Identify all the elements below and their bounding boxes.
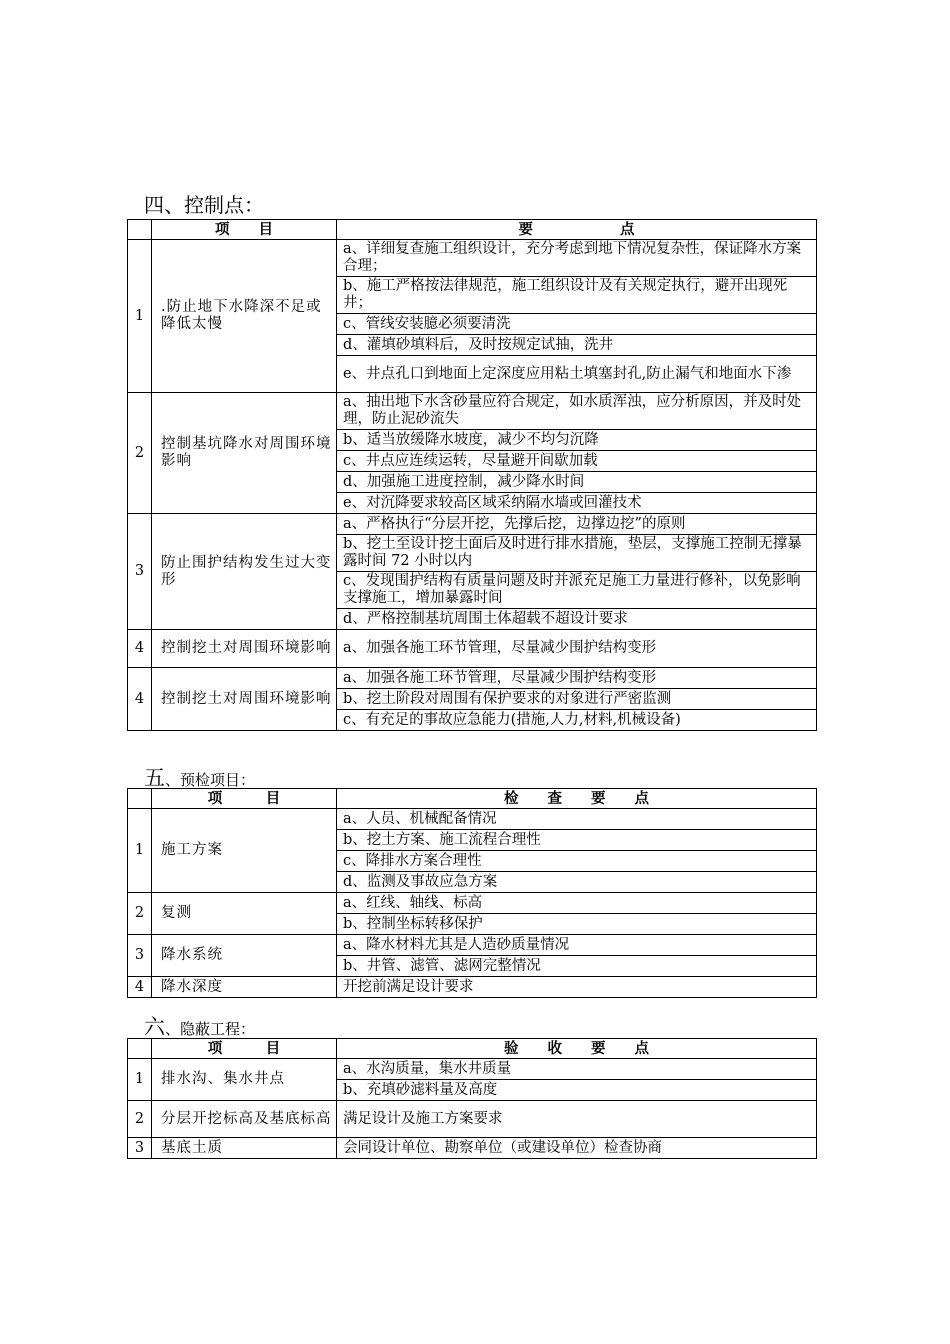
section6-title-numeral: 六 bbox=[144, 1015, 165, 1039]
row-number: 4 bbox=[128, 977, 152, 998]
header-item: 项 目 bbox=[152, 789, 337, 809]
row-point: d、加强施工进度控制，减少降水时间 bbox=[337, 472, 817, 493]
row-point: a、加强各施工环节管理，尽量减少围护结构变形 bbox=[337, 630, 817, 668]
row-number: 4 bbox=[128, 668, 152, 731]
row-item: 控制基坑降水对周围环境影响 bbox=[152, 393, 337, 514]
row-point: e、井点孔口到地面上定深度应用粘土填塞封孔,防止漏气和地面水下渗 bbox=[337, 356, 817, 393]
row-item: 防止围护结构发生过大变形 bbox=[152, 514, 337, 630]
row-point: b、适当放缓降水坡度，减少不均匀沉降 bbox=[337, 430, 817, 451]
row-item: 分层开挖标高及基底标高 bbox=[152, 1101, 337, 1138]
header-item: 项 目 bbox=[152, 1039, 337, 1059]
row-number: 2 bbox=[128, 893, 152, 935]
row-point: d、监测及事故应急方案 bbox=[337, 872, 817, 893]
row-point: b、控制坐标转移保护 bbox=[337, 914, 817, 935]
row-point: c、管线安装臆必须要清洗 bbox=[337, 314, 817, 335]
row-point: b、井管、滤管、滤网完整情况 bbox=[337, 956, 817, 977]
row-number: 1 bbox=[128, 809, 152, 893]
section6-title bbox=[127, 1014, 816, 1038]
row-point: a、水沟质量，集水井质量 bbox=[337, 1059, 817, 1080]
row-item: 施工方案 bbox=[152, 809, 337, 893]
row-number: 3 bbox=[128, 1138, 152, 1159]
header-points: 验 收 要 点 bbox=[337, 1039, 817, 1059]
row-item: 控制挖土对周围环境影响 bbox=[152, 630, 337, 668]
row-point: b、充填砂滤料量及高度 bbox=[337, 1080, 817, 1101]
row-item: 复测 bbox=[152, 893, 337, 935]
section-concealed-works bbox=[127, 1014, 816, 1159]
row-point: d、严格控制基坑周围土体超载不超设计要求 bbox=[337, 609, 817, 630]
row-point: e、对沉降要求较高区域采纳隔水墙或回灌技术 bbox=[337, 493, 817, 514]
header-points: 要 点 bbox=[337, 220, 817, 240]
section6-title-text: 、隐蔽工程： bbox=[165, 1020, 256, 1038]
row-point: c、降排水方案合理性 bbox=[337, 851, 817, 872]
row-point: 会同设计单位、勘察单位（或建设单位）检查协商 bbox=[337, 1138, 817, 1159]
row-number: 2 bbox=[128, 1101, 152, 1138]
row-number: 3 bbox=[128, 935, 152, 977]
row-point: a、人员、机械配备情况 bbox=[337, 809, 817, 830]
section-control-points bbox=[127, 195, 816, 731]
row-point: a、抽出地下水含砂量应符合规定，如水质浑浊，应分析原因，并及时处理，防止泥砂流失 bbox=[337, 393, 817, 430]
row-item: 降水深度 bbox=[152, 977, 337, 998]
row-number: 1 bbox=[128, 1059, 152, 1101]
row-point: a、详细复查施工组织设计，充分考虑到地下情况复杂性，保证降水方案合理； bbox=[337, 240, 817, 277]
row-point: c、井点应连续运转，尽量避开间歇加载 bbox=[337, 451, 817, 472]
row-point: 开挖前满足设计要求 bbox=[337, 977, 817, 998]
section5-title-numeral: 五 bbox=[144, 766, 165, 790]
row-point: c、发现围护结构有质量问题及时并派充足施工力量进行修补，以免影响支撑施工，增加暴露时间 bbox=[337, 572, 817, 609]
concealed-works-table bbox=[127, 1038, 817, 1159]
row-item: .防止地下水降深不足或降低太慢 bbox=[152, 240, 337, 393]
header-points: 检 查 要 点 bbox=[337, 789, 817, 809]
row-number: 2 bbox=[128, 393, 152, 514]
control-points-table bbox=[127, 219, 817, 731]
row-point: a、加强各施工环节管理，尽量减少围护结构变形 bbox=[337, 668, 817, 689]
row-point: a、红线、轴线、标高 bbox=[337, 893, 817, 914]
section-precheck bbox=[127, 765, 816, 998]
row-point: b、挖土至设计挖土面后及时进行排水措施，垫层，支撑施工控制无撑暴露时间 72 小时以内 bbox=[337, 535, 817, 572]
header-blank bbox=[128, 220, 152, 240]
section5-title bbox=[127, 765, 816, 788]
row-point: b、挖土方案、施工流程合理性 bbox=[337, 830, 817, 851]
row-point: b、挖土阶段对周围有保护要求的对象进行严密监测 bbox=[337, 689, 817, 710]
row-number: 4 bbox=[128, 630, 152, 668]
row-point: d、灌填砂填料后，及时按规定试抽，洗井 bbox=[337, 335, 817, 356]
header-blank bbox=[128, 789, 152, 809]
section4-title: 四、控制点： bbox=[144, 193, 264, 217]
row-item: 控制挖土对周围环境影响 bbox=[152, 668, 337, 731]
row-item: 排水沟、集水井点 bbox=[152, 1059, 337, 1101]
row-point: c、有充足的事故应急能力(措施,人力,材料,机械设备) bbox=[337, 710, 817, 731]
row-number: 3 bbox=[128, 514, 152, 630]
row-point: 满足设计及施工方案要求 bbox=[337, 1101, 817, 1138]
precheck-table bbox=[127, 788, 817, 998]
section5-title-text: 、预检项目： bbox=[165, 771, 256, 789]
row-item: 基底土质 bbox=[152, 1138, 337, 1159]
header-item: 项 目 bbox=[152, 220, 337, 240]
row-item: 降水系统 bbox=[152, 935, 337, 977]
row-number: 1 bbox=[128, 240, 152, 393]
row-point: b、施工严格按法律规范，施工组织设计及有关规定执行，避开出现死井； bbox=[337, 277, 817, 314]
row-point: a、降水材料尤其是人造砂质量情况 bbox=[337, 935, 817, 956]
row-point: a、严格执行“分层开挖，先撑后挖，边撑边挖”的原则 bbox=[337, 514, 817, 535]
header-blank bbox=[128, 1039, 152, 1059]
